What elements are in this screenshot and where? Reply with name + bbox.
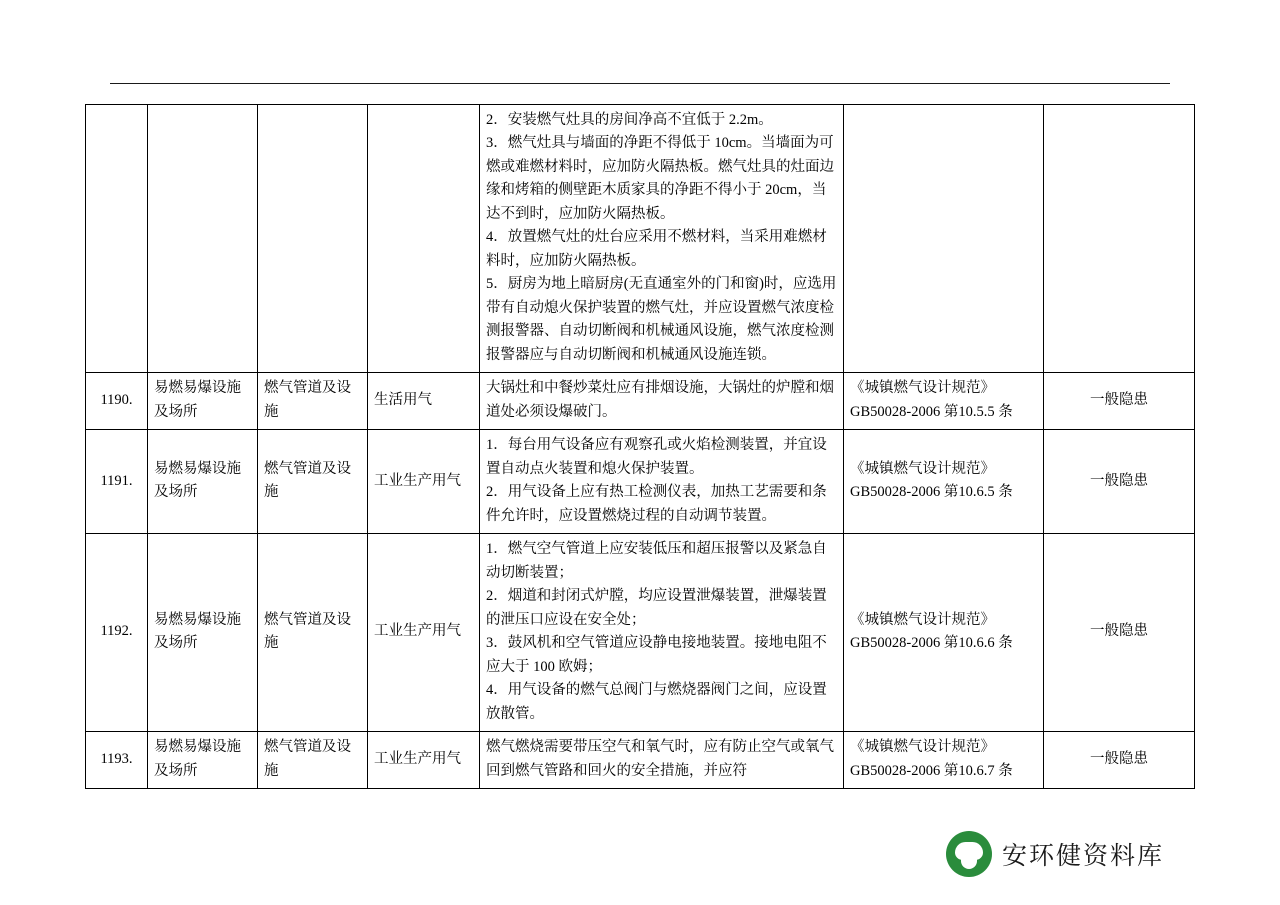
row-subcategory — [258, 105, 368, 373]
row-subcategory: 燃气管道及设施 — [258, 430, 368, 534]
row-level: 一般隐患 — [1044, 732, 1195, 789]
hazard-table — [85, 104, 1195, 789]
row-description — [480, 732, 844, 789]
table-row — [86, 105, 1195, 373]
row-level: 一般隐患 — [1044, 534, 1195, 732]
hazard-table-body — [86, 105, 1195, 789]
row-category: 易燃易爆设施及场所 — [148, 373, 258, 430]
row-level: 一般隐患 — [1044, 373, 1195, 430]
footer-brand — [946, 825, 1196, 883]
row-usage — [368, 105, 480, 373]
row-number: 1191. — [86, 430, 148, 534]
row-description — [480, 430, 844, 534]
description-item: 3．燃气灶具与墙面的净距不得低于 10cm。当墙面为可燃或难燃材料时，应加防火隔热板。燃气灶具的灶面边缘和烤箱的侧壁距木质家具的净距不得小于 20cm，当达不到时，应加防火隔热板。 — [486, 135, 834, 222]
description-item: 4．放置燃气灶的灶台应采用不燃材料，当采用难燃材料时，应加防火隔热板。 — [486, 229, 827, 269]
row-description — [480, 373, 844, 430]
table-row — [86, 732, 1195, 789]
row-subcategory: 燃气管道及设施 — [258, 373, 368, 430]
row-category: 易燃易爆设施及场所 — [148, 430, 258, 534]
brand-logo-icon — [946, 831, 992, 877]
row-level: 一般隐患 — [1044, 430, 1195, 534]
description-item: 3．鼓风机和空气管道应设静电接地装置。接地电阻不应大于 100 欧姆； — [486, 635, 827, 675]
reference-line: GB50028-2006 第10.6.5 条 — [850, 484, 1013, 501]
row-subcategory: 燃气管道及设施 — [258, 732, 368, 789]
row-description — [480, 534, 844, 732]
header-divider-line — [110, 83, 1170, 84]
reference-line: GB50028-2006 第10.6.6 条 — [850, 635, 1013, 652]
row-reference — [844, 430, 1044, 534]
table-row — [86, 430, 1195, 534]
reference-line: GB50028-2006 第10.5.5 条 — [850, 403, 1013, 420]
table-row — [86, 534, 1195, 732]
description-item: 1．燃气空气管道上应安装低压和超压报警以及紧急自动切断装置； — [486, 541, 827, 581]
row-usage: 生活用气 — [368, 373, 480, 430]
description-item: 2．安装燃气灶具的房间净高不宜低于 2.2m。 — [486, 112, 773, 128]
description-item: 1．每台用气设备应有观察孔或火焰检测装置，并宜设置自动点火装置和熄火保护装置。 — [486, 437, 827, 477]
row-reference — [844, 105, 1044, 373]
row-category: 易燃易爆设施及场所 — [148, 732, 258, 789]
row-usage: 工业生产用气 — [368, 534, 480, 732]
row-usage: 工业生产用气 — [368, 430, 480, 534]
row-number: 1192. — [86, 534, 148, 732]
row-number: 1190. — [86, 373, 148, 430]
table-row — [86, 373, 1195, 430]
reference-line: 《城镇燃气设计规范》 — [850, 611, 995, 628]
description-item: 2．烟道和封闭式炉膛，均应设置泄爆装置，泄爆装置的泄压口应设在安全处； — [486, 588, 827, 628]
description-item: 2．用气设备上应有热工检测仪表，加热工艺需要和条件允许时，应设置燃烧过程的自动调节装置。 — [486, 484, 827, 524]
row-subcategory: 燃气管道及设施 — [258, 534, 368, 732]
row-reference — [844, 373, 1044, 430]
reference-line: 《城镇燃气设计规范》 — [850, 739, 995, 756]
row-reference — [844, 732, 1044, 789]
row-number — [86, 105, 148, 373]
reference-line: GB50028-2006 第10.6.7 条 — [850, 762, 1013, 779]
description-item: 大锅灶和中餐炒菜灶应有排烟设施，大锅灶的炉膛和烟道处必须设爆破门。 — [486, 380, 834, 420]
description-item: 4．用气设备的燃气总阀门与燃烧器阀门之间，应设置放散管。 — [486, 682, 827, 722]
row-category — [148, 105, 258, 373]
row-reference — [844, 534, 1044, 732]
reference-line: 《城镇燃气设计规范》 — [850, 460, 995, 477]
brand-name: 安环健资料库 — [1002, 843, 1165, 870]
row-category: 易燃易爆设施及场所 — [148, 534, 258, 732]
row-description — [480, 105, 844, 373]
row-level — [1044, 105, 1195, 373]
description-item: 燃气燃烧需要带压空气和氧气时，应有防止空气或氧气回到燃气管路和回火的安全措施，并应符 — [486, 739, 834, 779]
row-usage: 工业生产用气 — [368, 732, 480, 789]
row-number: 1193. — [86, 732, 148, 789]
reference-line: 《城镇燃气设计规范》 — [850, 380, 995, 397]
hazard-table-container — [85, 104, 1194, 789]
description-item: 5．厨房为地上暗厨房(无直通室外的门和窗)时，应选用带有自动熄火保护装置的燃气灶，并应设置燃气浓度检测报警器、自动切断阀和机械通风设施，燃气浓度检测报警器应与自动切断阀和机械通风设施连锁。 — [486, 276, 837, 363]
